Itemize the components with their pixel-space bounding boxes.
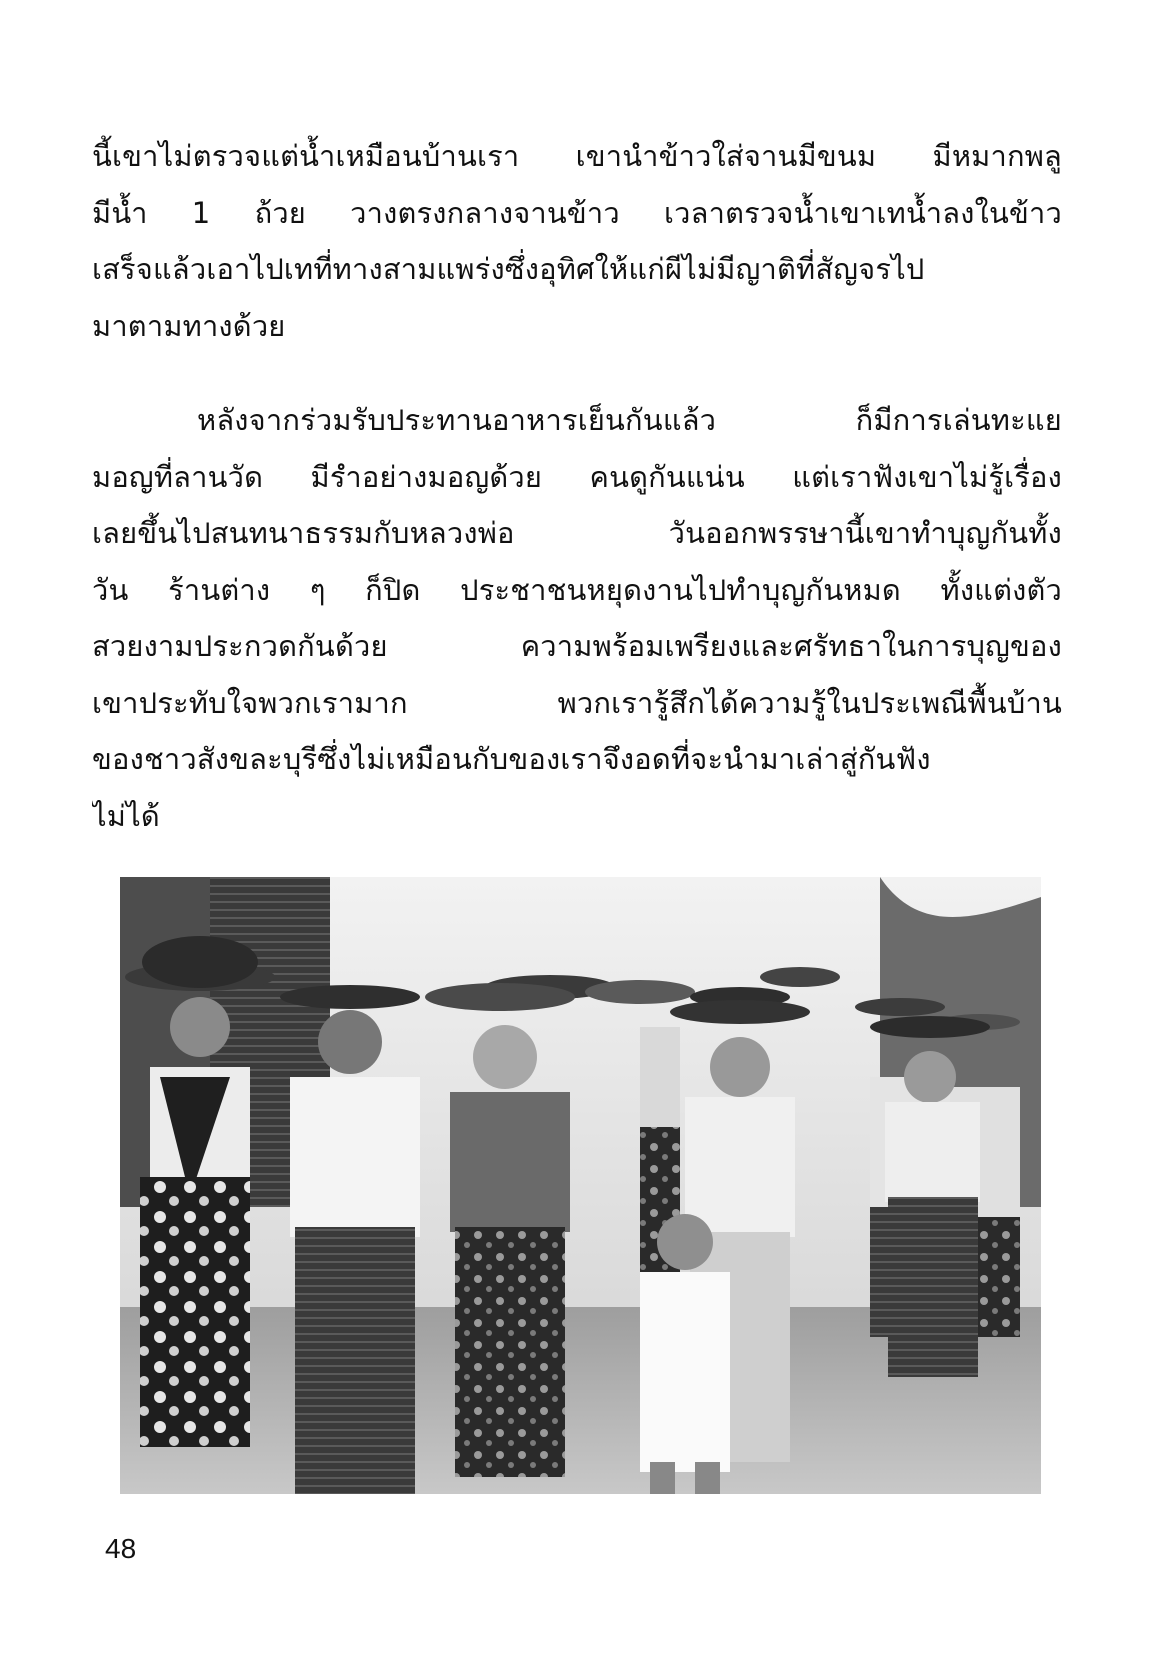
text-word: พวกเรารู้สึกได้ความรู้ในประเพณีพื้นบ้าน: [557, 685, 1062, 720]
text-word: มีหมากพลู: [932, 139, 1062, 173]
text-word: เขาประทับใจพวกเรามาก: [92, 685, 408, 720]
text-word: คนดูกันแน่น: [589, 459, 745, 494]
text-word: ประชาชนหยุดงานไปทำบุญกันหมด: [460, 572, 901, 607]
text-word: เสร็จแล้วเอาไปเทที่ทางสามแพร่งซึ่งอุทิศให้แก่ผีไม่มีญาติที่สัญจรไป: [92, 252, 925, 286]
paragraph-gap: [92, 354, 1062, 392]
text-word: มอญที่ลานวัด: [92, 459, 264, 494]
text-word: วันออกพรรษานี้เขาทำบุญกันทั้ง: [668, 516, 1062, 550]
text-line: [92, 618, 1062, 675]
text-word: เลยขึ้นไปสนทนาธรรมกับหลวงพ่อ: [92, 516, 515, 550]
text-line: [92, 185, 1062, 242]
text-word: มีน้ำ: [92, 195, 148, 230]
text-line: [92, 392, 1062, 449]
text-word: ก็มีการเล่นทะแย: [855, 403, 1062, 437]
text-line: [92, 788, 1062, 845]
page-number: 48: [105, 1533, 137, 1564]
text-word: ไม่ได้: [92, 798, 160, 833]
photo-illustration: [120, 877, 1041, 1494]
text-word: ก็ปิด: [365, 572, 421, 607]
text-word: มาตามทางด้วย: [92, 308, 286, 343]
text-line: [92, 128, 1062, 185]
text-word: ๆ: [309, 572, 326, 607]
text-word: เวลาตรวจน้ำเขาเทน้ำลงในข้าว: [664, 195, 1062, 230]
text-word: วัน: [92, 572, 129, 607]
text-word: ความพร้อมเพรียงและศรัทธาในการบุญของ: [520, 629, 1062, 663]
text-word: นี้เขาไม่ตรวจแต่น้ำเหมือนบ้านเรา: [92, 139, 520, 173]
text-line: [92, 298, 1062, 355]
text-word: ถ้วย: [254, 195, 306, 230]
text-word: วางตรงกลางจานข้าว: [350, 195, 620, 230]
text-word: ของชาวสังขละบุรีซึ่งไม่เหมือนกับของเราจึงอดที่จะนำมาเล่าสู่กันฟัง: [92, 742, 931, 776]
text-line: [92, 731, 1062, 788]
text-word: หลังจากร่วมรับประทานอาหารเย็นกันแล้ว: [197, 403, 717, 437]
text-word: สวยงามประกวดกันด้วย: [92, 629, 388, 663]
text-word: เขานำข้าวใส่จานมีขนม: [575, 139, 877, 173]
text-line: [92, 505, 1062, 562]
text-line: [92, 675, 1062, 732]
text-word: 1: [191, 195, 211, 230]
text-word: แต่เราฟังเขาไม่รู้เรื่อง: [792, 459, 1062, 494]
text-line: [92, 449, 1062, 506]
procession-photo: [120, 877, 1041, 1494]
text-line: [92, 241, 1062, 298]
body-text: [92, 128, 1062, 844]
text-word: ทั้งแต่งตัว: [940, 572, 1062, 607]
text-word: ร้านต่าง: [168, 572, 271, 607]
text-word: มีรำอย่างมอญด้วย: [310, 459, 543, 494]
text-line: [92, 562, 1062, 619]
